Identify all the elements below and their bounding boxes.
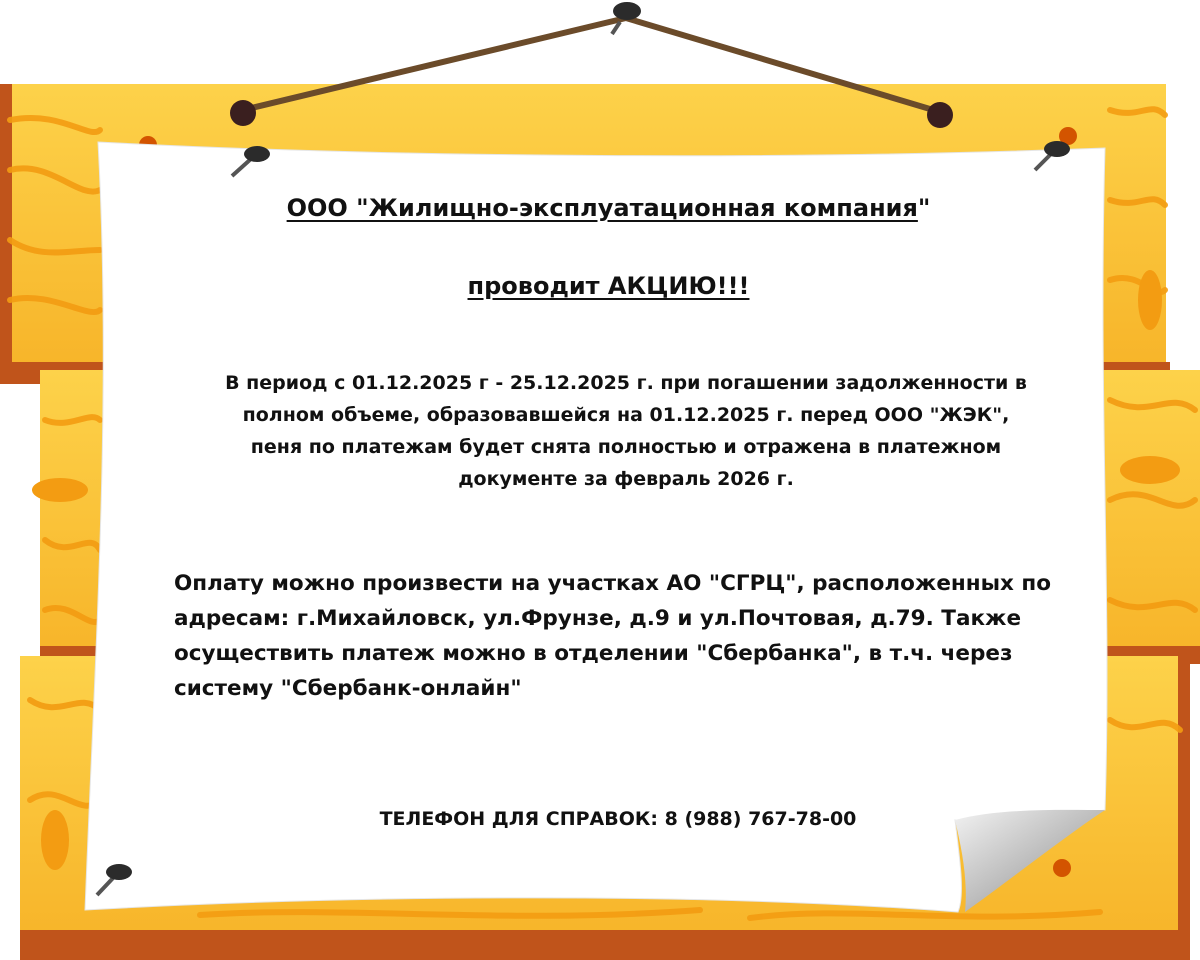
promo-period-text: В период с 01.12.2025 г - 25.12.2025 г. при погашении задолженности в полном объеме, образовавшейся на 01.12.2025 г. перед ООО "ЖЭК", пеня по платежам будет снята полностью и отражена в платежном документе за февраль 2026 г. bbox=[225, 372, 1027, 490]
phone-info-text: ТЕЛЕФОН ДЛЯ СПРАВОК: 8 (988) 767-78-00 bbox=[379, 808, 857, 830]
notice-title-tail: " bbox=[917, 194, 931, 222]
payment-info-text: Оплату можно произвести на участках АО "СГРЦ", расположенных по адресам: г.Михайловск, ул.Фрунзе, д.9 и ул.Почтовая, д.79. Также осуществить платеж можно в отделении "Сбербанка", в т.ч. через систему "Сбербанк-онлайн" bbox=[174, 571, 1052, 701]
paper-sheet bbox=[85, 142, 1107, 912]
notice-subtitle: проводит АКЦИЮ!!! bbox=[467, 272, 750, 300]
notice-title bbox=[0, 190, 1200, 226]
notice-title-main: ООО "Жилищно-эксплуатационная компания bbox=[286, 194, 918, 222]
